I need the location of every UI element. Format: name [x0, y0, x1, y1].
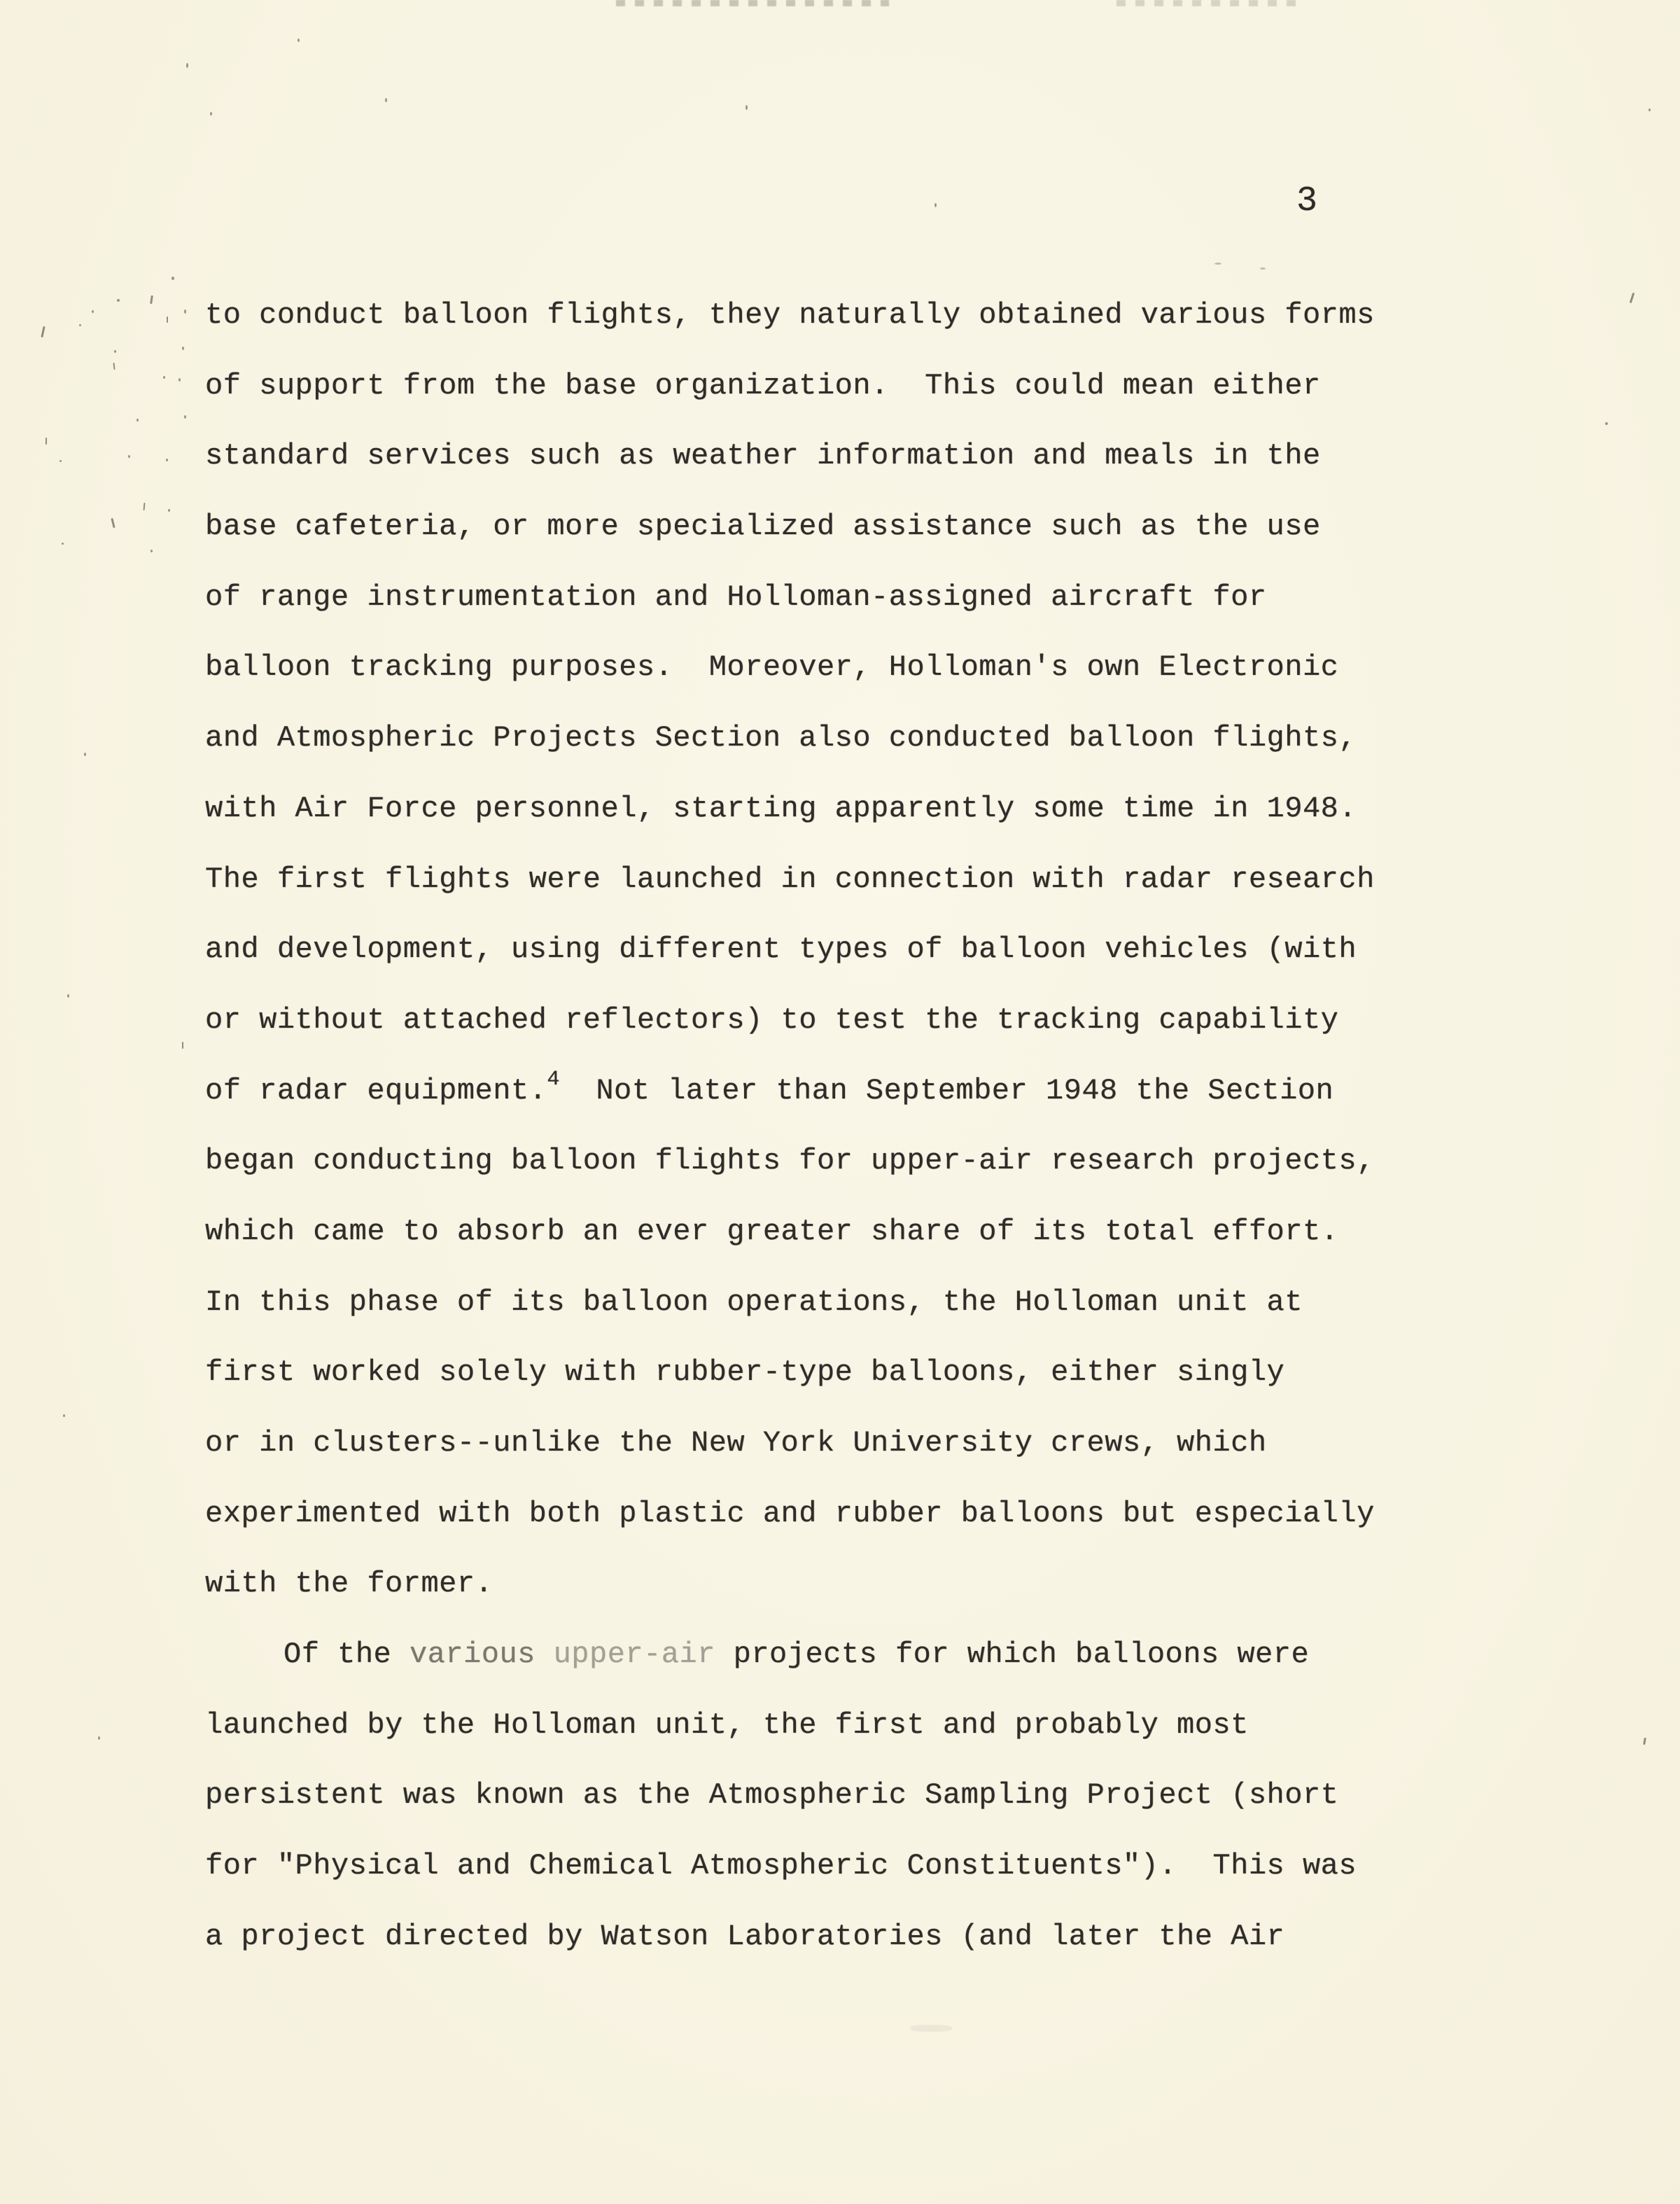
paper-speck	[128, 455, 130, 458]
text-line-segment: began conducting balloon flights for upper-air research projects,	[205, 1144, 1375, 1178]
footnote-marker: 4	[547, 1067, 560, 1091]
text-line	[205, 844, 1437, 915]
text-line-segment: The first flights were launched in connection with radar research	[205, 862, 1375, 896]
paper-speck	[910, 2025, 952, 2032]
paper-speck	[46, 438, 47, 445]
paper-speck	[385, 98, 387, 102]
paper-speck	[1605, 422, 1608, 425]
text-line	[205, 1267, 1437, 1338]
text-line-segment: first worked solely with rubber-type balloons, either singly	[205, 1355, 1285, 1390]
text-line	[205, 1197, 1437, 1267]
text-line-segment: or without attached reflectors) to test the tracking capability	[205, 1003, 1339, 1037]
text-block	[205, 280, 1437, 1972]
paper-speck	[184, 309, 186, 314]
text-line	[205, 1902, 1437, 1972]
text-line-segment: and Atmospheric Projects Section also conducted balloon flights,	[205, 721, 1357, 755]
text-line-segment: with Air Force personnel, starting apparently some time in 1948.	[205, 791, 1357, 825]
text-line	[205, 1126, 1437, 1197]
paper-speck	[59, 460, 62, 462]
paper-speck	[746, 105, 748, 110]
paper-speck	[167, 316, 168, 323]
text-line-segment: Not later than September 1948 the Section	[559, 1073, 1334, 1108]
text-line	[205, 491, 1437, 562]
paper-speck	[934, 203, 937, 207]
text-line	[205, 421, 1437, 491]
text-line-segment: balloon tracking purposes. Moreover, Holloman's own Electronic	[205, 650, 1339, 685]
text-line-segment: of range instrumentation and Holloman-assigned aircraft for	[205, 580, 1267, 614]
text-line	[205, 1549, 1437, 1619]
text-line-segment: standard services such as weather information and meals in the	[205, 439, 1321, 473]
paper-speck	[172, 277, 174, 280]
paper-speck	[163, 376, 165, 379]
text-line	[205, 703, 1437, 774]
text-line	[205, 1408, 1437, 1479]
paper-speck	[41, 326, 45, 337]
paper-speck	[144, 503, 146, 510]
text-line	[205, 280, 1437, 351]
top-edge-artifact	[616, 0, 889, 6]
text-line-segment: In this phase of its balloon operations, the Holloman unit at	[205, 1285, 1303, 1319]
text-line-segment: with the former.	[205, 1567, 493, 1601]
paper-speck	[62, 543, 64, 545]
text-line	[205, 1831, 1437, 1902]
page-number: 3	[1296, 181, 1318, 221]
paper-speck	[79, 324, 81, 326]
text-line	[205, 1690, 1437, 1761]
text-line-segment: which came to absorb an ever greater share of its total effort.	[205, 1214, 1339, 1248]
text-line-segment: to conduct balloon flights, they naturally obtained various forms	[205, 298, 1375, 332]
text-line-segment: persistent was known as the Atmospheric Sampling Project (short	[205, 1778, 1339, 1813]
paper-speck	[114, 350, 116, 353]
text-line	[205, 1760, 1437, 1831]
faded-text-segment: upper-air	[553, 1638, 715, 1672]
text-line-with-footnote	[205, 1056, 1437, 1127]
paper-speck	[182, 1042, 183, 1049]
paper-speck	[136, 419, 139, 421]
top-edge-artifact	[1116, 0, 1306, 6]
paper-speck	[298, 39, 300, 42]
paper-speck	[184, 415, 186, 419]
paper-speck	[178, 378, 181, 382]
paper-speck	[210, 112, 212, 116]
text-line-segment: experimented with both plastic and rubber balloons but especially	[205, 1496, 1375, 1530]
paragraph-first-line	[205, 1619, 1437, 1690]
text-line-segment: or in clusters--unlike the New York University crews, which	[205, 1426, 1267, 1460]
text-line	[205, 914, 1437, 985]
paper-speck	[111, 518, 115, 528]
text-line	[205, 351, 1437, 421]
text-line-segment: base cafeteria, or more specialized assistance such as the use	[205, 510, 1321, 544]
paper-speck	[113, 363, 115, 370]
paper-speck	[1214, 263, 1222, 265]
paper-speck	[150, 550, 153, 552]
paper-speck	[117, 299, 120, 302]
paper-speck	[1260, 267, 1266, 270]
paper-speck	[63, 1414, 65, 1417]
paper-speck	[84, 753, 86, 756]
text-line-segment: for "Physical and Chemical Atmospheric Constituents"). This was	[205, 1849, 1357, 1883]
paper-speck	[1648, 109, 1651, 111]
text-line	[205, 562, 1437, 633]
text-line	[205, 1337, 1437, 1408]
paper-speck	[150, 295, 153, 304]
text-line-segment: a project directed by Watson Laboratories (and later the Air	[205, 1919, 1285, 1953]
text-line	[205, 632, 1437, 703]
paper-speck	[168, 509, 170, 512]
paper-speck	[1630, 293, 1634, 303]
text-line-segment: projects for which balloons were	[715, 1638, 1310, 1672]
text-line-segment: launched by the Holloman unit, the first and probably most	[205, 1708, 1249, 1742]
paper-speck	[67, 994, 69, 998]
text-line	[205, 1479, 1437, 1549]
paper-speck	[1643, 1738, 1646, 1745]
paper-speck	[92, 310, 94, 313]
paper-speck	[182, 347, 184, 350]
paper-speck	[166, 459, 168, 461]
paper-speck	[186, 63, 188, 68]
text-line	[205, 774, 1437, 844]
text-line-segment: Of the	[284, 1638, 410, 1672]
faded-text-segment: various	[409, 1638, 554, 1672]
text-line	[205, 985, 1437, 1056]
text-line-segment: of support from the base organization. This could mean either	[205, 368, 1321, 403]
paper-speck	[98, 1736, 100, 1740]
text-line-segment: and development, using different types of balloon vehicles (with	[205, 933, 1357, 967]
text-line-segment: of radar equipment.	[205, 1073, 547, 1108]
